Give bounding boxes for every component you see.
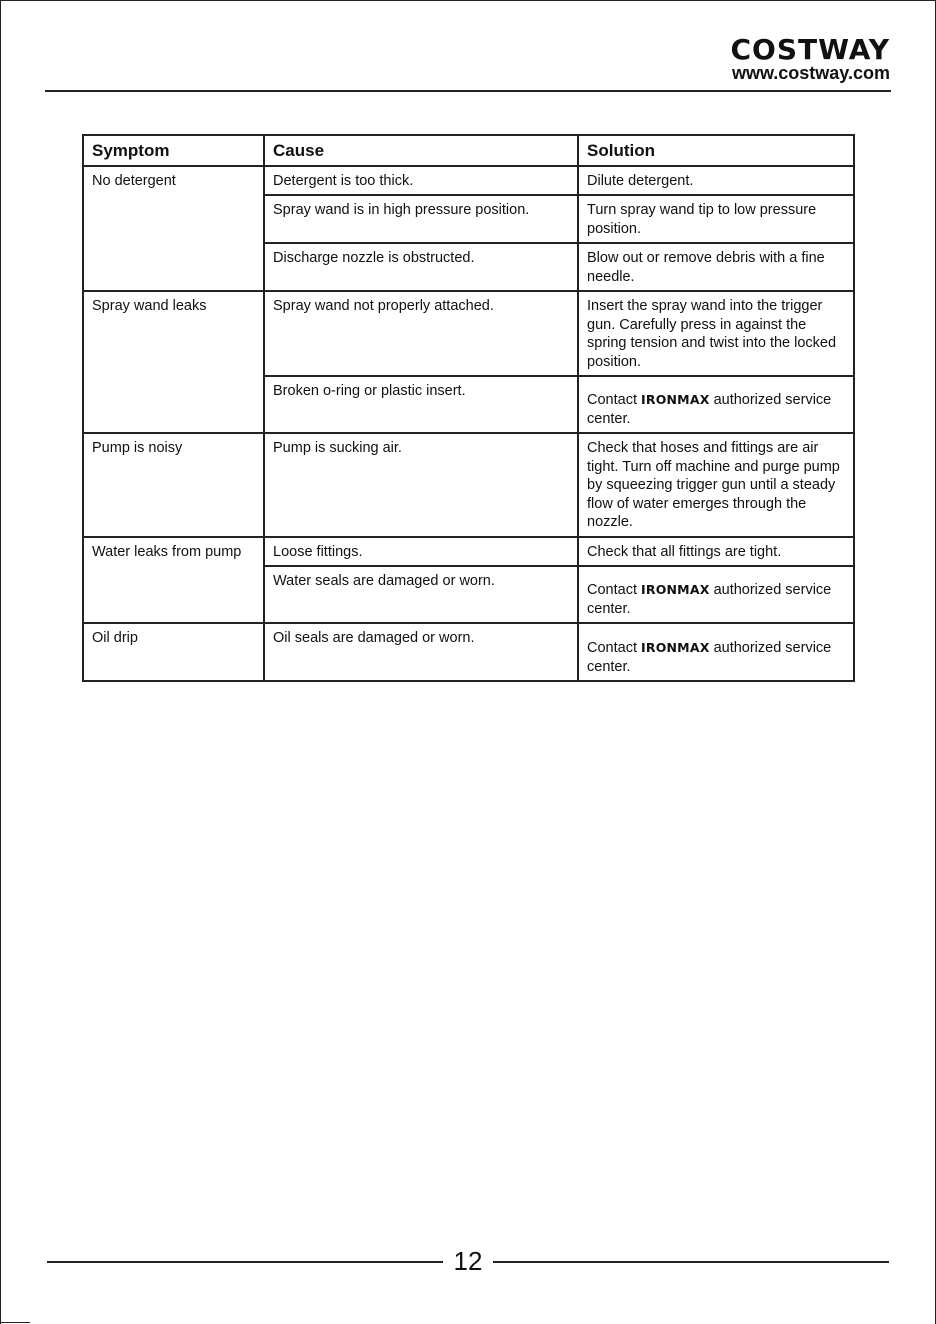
solution-suffix: authorized service center. [587, 392, 832, 427]
solution-cell: Check that all fittings are tight. [578, 537, 854, 567]
page-border-bottom [0, 1322, 30, 1323]
table-row [83, 433, 854, 537]
solution-cell: Blow out or remove debris with a fine needle. [578, 243, 854, 291]
solution-suffix: authorized service center. [587, 582, 832, 617]
header-solution: Solution [578, 135, 854, 166]
solution-cell [578, 566, 854, 623]
troubleshooting-table [82, 134, 855, 682]
cause-cell: Spray wand is in high pressure position. [264, 195, 578, 243]
symptom-cell: Spray wand leaks [83, 291, 264, 433]
ironmax-brand: IRONMAX [641, 582, 710, 597]
header-cause: Cause [264, 135, 578, 166]
cause-cell: Detergent is too thick. [264, 166, 578, 196]
cause-cell: Spray wand not properly attached. [264, 291, 578, 376]
page-border-top [0, 0, 936, 1]
solution-prefix: Contact [587, 392, 637, 408]
symptom-cell: Oil drip [83, 623, 264, 681]
cause-cell: Loose fittings. [264, 537, 578, 567]
cause-cell: Broken o-ring or plastic insert. [264, 376, 578, 433]
costway-logo: COSTWAY [730, 33, 890, 66]
solution-prefix: Contact [587, 640, 637, 656]
solution-cell: Turn spray wand tip to low pressure position. [578, 195, 854, 243]
table-row [83, 166, 854, 196]
cause-cell: Discharge nozzle is obstructed. [264, 243, 578, 291]
symptom-cell: No detergent [83, 166, 264, 292]
solution-cell: Insert the spray wand into the trigger gun. Carefully press in against the spring tension and twist into the locked position. [578, 291, 854, 376]
solution-cell: Dilute detergent. [578, 166, 854, 196]
solution-cell [578, 376, 854, 433]
ironmax-brand: IRONMAX [641, 392, 710, 407]
solution-prefix: Contact [587, 582, 637, 598]
ironmax-brand: IRONMAX [641, 640, 710, 655]
table-header-row [83, 135, 854, 166]
cause-cell: Oil seals are damaged or worn. [264, 623, 578, 681]
solution-cell: Check that hoses and fittings are air tight. Turn off machine and purge pump by squeezing trigger gun until a steady flow of water emerges through the nozzle. [578, 433, 854, 537]
solution-suffix: authorized service center. [587, 640, 832, 675]
table-row [83, 291, 854, 376]
table-row [83, 537, 854, 567]
symptom-cell: Water leaks from pump [83, 537, 264, 624]
footer-divider-right [493, 1261, 889, 1263]
website-url: www.costway.com [731, 63, 890, 83]
cause-cell: Pump is sucking air. [264, 433, 578, 537]
symptom-cell: Pump is noisy [83, 433, 264, 537]
cause-cell: Water seals are damaged or worn. [264, 566, 578, 623]
footer-divider-left [47, 1261, 443, 1263]
header-divider [45, 90, 891, 92]
header-symptom: Symptom [83, 135, 264, 166]
table-row [83, 623, 854, 681]
page-border-left [0, 0, 1, 1324]
page-number: 12 [453, 1246, 483, 1276]
solution-cell [578, 623, 854, 681]
